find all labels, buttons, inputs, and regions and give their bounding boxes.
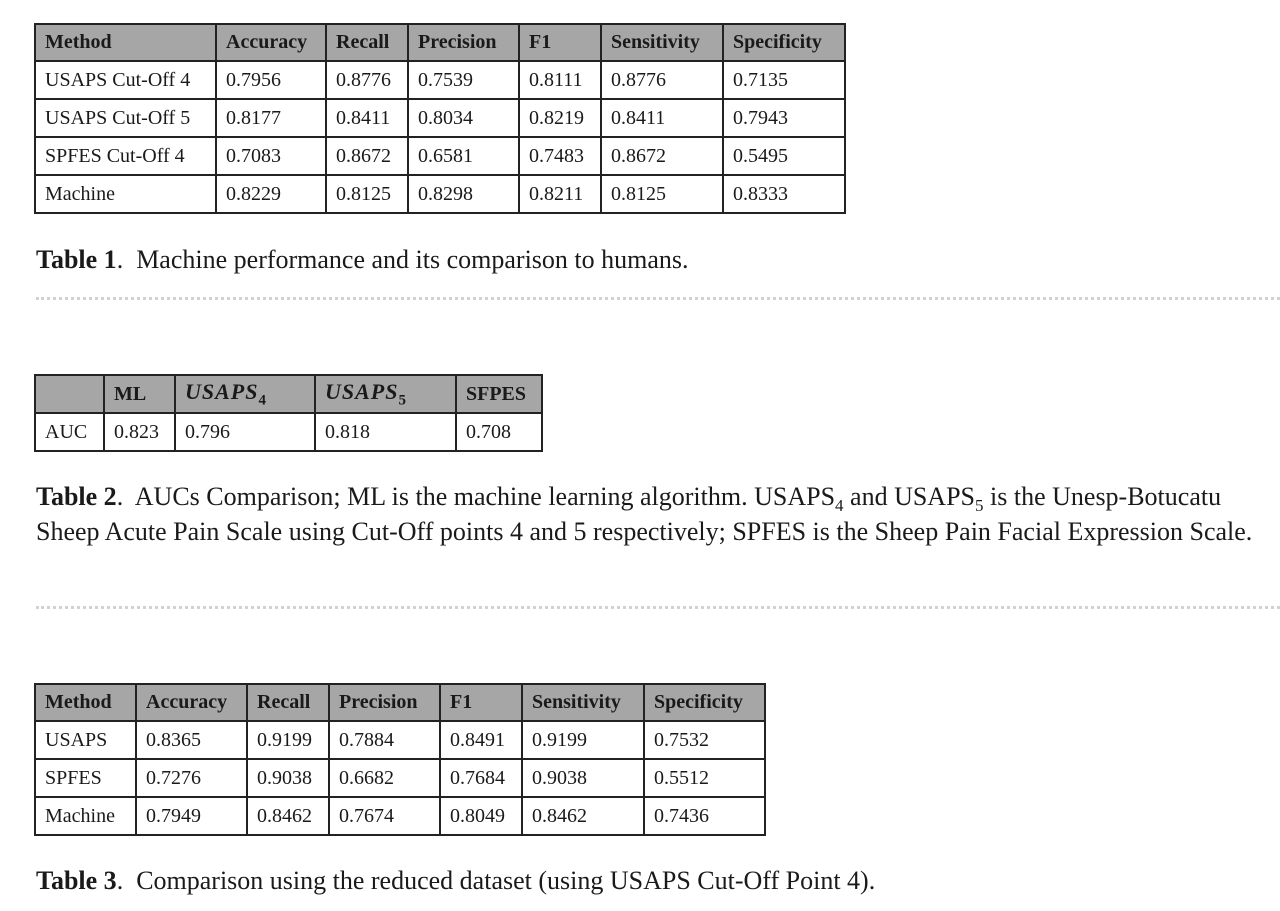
table-2-header-ml: ML	[104, 375, 175, 413]
table-cell: Machine	[35, 175, 216, 213]
usaps5-sub: 5	[398, 392, 407, 409]
table-cell: 0.9199	[522, 721, 644, 759]
table-1-caption-text: Machine performance and its comparison to humans.	[136, 245, 689, 274]
table-cell: 0.8229	[216, 175, 326, 213]
table-cell: 0.9199	[247, 721, 329, 759]
table-3-caption-text: Comparison using the reduced dataset (using USAPS Cut-Off Point 4).	[136, 866, 876, 895]
table-3-header-cell: Sensitivity	[522, 684, 644, 721]
table-2-header-usaps5	[315, 375, 456, 413]
table-cell: 0.7483	[519, 137, 601, 175]
table-cell: 0.9038	[247, 759, 329, 797]
table-1-header-cell: Sensitivity	[601, 24, 723, 61]
table-2	[34, 374, 543, 452]
table-1-header-cell: Recall	[326, 24, 408, 61]
table-cell: 0.8298	[408, 175, 519, 213]
table-cell: 0.7276	[136, 759, 247, 797]
table-cell: 0.7436	[644, 797, 765, 835]
table-1-caption: Table 1. Machine performance and its comparison to humans.	[36, 245, 689, 274]
table-cell: 0.5495	[723, 137, 845, 175]
table-cell: 0.8211	[519, 175, 601, 213]
table-cell: 0.818	[315, 413, 456, 451]
table-cell: 0.8034	[408, 99, 519, 137]
table-cell: AUC	[35, 413, 104, 451]
table-cell: 0.823	[104, 413, 175, 451]
usaps4-sub: 4	[258, 392, 267, 409]
table-row	[35, 175, 845, 213]
table-3-caption-label: Table 3	[36, 866, 117, 895]
table-1-header-cell: F1	[519, 24, 601, 61]
table-cell: 0.6581	[408, 137, 519, 175]
table-1-header-cell: Specificity	[723, 24, 845, 61]
table-2-caption-sub2: 5	[975, 496, 984, 516]
table-cell: 0.8333	[723, 175, 845, 213]
table-1-header-row	[35, 24, 845, 61]
table-cell: 0.6682	[329, 759, 440, 797]
table-cell: 0.8672	[326, 137, 408, 175]
table-cell: 0.8672	[601, 137, 723, 175]
table-row	[35, 721, 765, 759]
table-2-header-blank	[35, 375, 104, 413]
table-cell: USAPS Cut-Off 4	[35, 61, 216, 99]
section-divider	[36, 606, 1280, 609]
table-cell: 0.796	[175, 413, 315, 451]
table-cell: 0.8411	[601, 99, 723, 137]
table-cell: 0.8219	[519, 99, 601, 137]
table-cell: 0.8776	[601, 61, 723, 99]
table-2-caption-part3: is the Unesp-Botucatu Sheep Acute Pain Scale using Cut-Off points 4 and 5 respectively; SPFES is the Sheep Pain Facial Expression Scale.	[36, 482, 1253, 546]
usaps4-base: USAPS	[185, 378, 259, 404]
table-cell: 0.8462	[247, 797, 329, 835]
table-cell: 0.7684	[440, 759, 522, 797]
table-cell: 0.8462	[522, 797, 644, 835]
table-row	[35, 61, 845, 99]
table-cell: 0.8411	[326, 99, 408, 137]
table-row	[35, 413, 542, 451]
table-cell: 0.8125	[326, 175, 408, 213]
table-cell: SPFES	[35, 759, 136, 797]
table-3-header-row	[35, 684, 765, 721]
table-cell: 0.8491	[440, 721, 522, 759]
table-1-caption-label: Table 1	[36, 245, 117, 274]
table-cell: 0.8177	[216, 99, 326, 137]
table-cell: 0.9038	[522, 759, 644, 797]
table-cell: 0.7943	[723, 99, 845, 137]
table-3-header-cell: F1	[440, 684, 522, 721]
table-cell: 0.5512	[644, 759, 765, 797]
table-3-header-cell: Recall	[247, 684, 329, 721]
table-1-header-cell: Precision	[408, 24, 519, 61]
table-cell: 0.8776	[326, 61, 408, 99]
table-cell: Machine	[35, 797, 136, 835]
table-cell: 0.7539	[408, 61, 519, 99]
table-cell: USAPS Cut-Off 5	[35, 99, 216, 137]
table-2-header-row	[35, 375, 542, 413]
table-1-header-cell: Method	[35, 24, 216, 61]
table-cell: SPFES Cut-Off 4	[35, 137, 216, 175]
table-cell: 0.7083	[216, 137, 326, 175]
section-divider	[36, 297, 1280, 300]
table-cell: 0.708	[456, 413, 542, 451]
table-2-header-usaps4	[175, 375, 315, 413]
table-cell: 0.8365	[136, 721, 247, 759]
table-2-caption: Table 2. AUCs Comparison; ML is the machine learning algorithm. $USAPS_4$ and $USAPS_5$ is the Unesp-Botucatu Sheep Acute Pain Scale using Cut-Off points 4 and 5 respectively; SPFES is the Sheep Pain Facial Expression Scale.	[36, 482, 1253, 546]
table-row	[35, 759, 765, 797]
table-3-header-cell: Precision	[329, 684, 440, 721]
table-2-caption-part1: AUCs Comparison; ML is the machine learning algorithm. USAPS	[134, 482, 836, 511]
table-row	[35, 797, 765, 835]
table-3	[34, 683, 766, 836]
table-cell: 0.7532	[644, 721, 765, 759]
table-2-header-spfes: SFPES	[456, 375, 542, 413]
table-cell: 0.7949	[136, 797, 247, 835]
table-1-header-cell: Accuracy	[216, 24, 326, 61]
table-3-header-cell: Accuracy	[136, 684, 247, 721]
table-cell: 0.7674	[329, 797, 440, 835]
table-2-caption-part2: and USAPS	[843, 482, 976, 511]
table-cell: 0.8125	[601, 175, 723, 213]
table-cell: 0.7135	[723, 61, 845, 99]
table-3-header-cell: Specificity	[644, 684, 765, 721]
table-2-caption-sub1: 4	[835, 496, 844, 516]
table-cell: USAPS	[35, 721, 136, 759]
table-3-caption: Table 3. Comparison using the reduced dataset (using USAPS Cut-Off Point 4).	[36, 866, 876, 895]
usaps5-base: USAPS	[325, 378, 399, 404]
table-cell: 0.8049	[440, 797, 522, 835]
table-cell: 0.7956	[216, 61, 326, 99]
table-cell: 0.8111	[519, 61, 601, 99]
table-row	[35, 137, 845, 175]
table-2-caption-label: Table 2	[36, 482, 117, 511]
table-1	[34, 23, 846, 214]
table-row	[35, 99, 845, 137]
table-cell: 0.7884	[329, 721, 440, 759]
table-3-header-cell: Method	[35, 684, 136, 721]
